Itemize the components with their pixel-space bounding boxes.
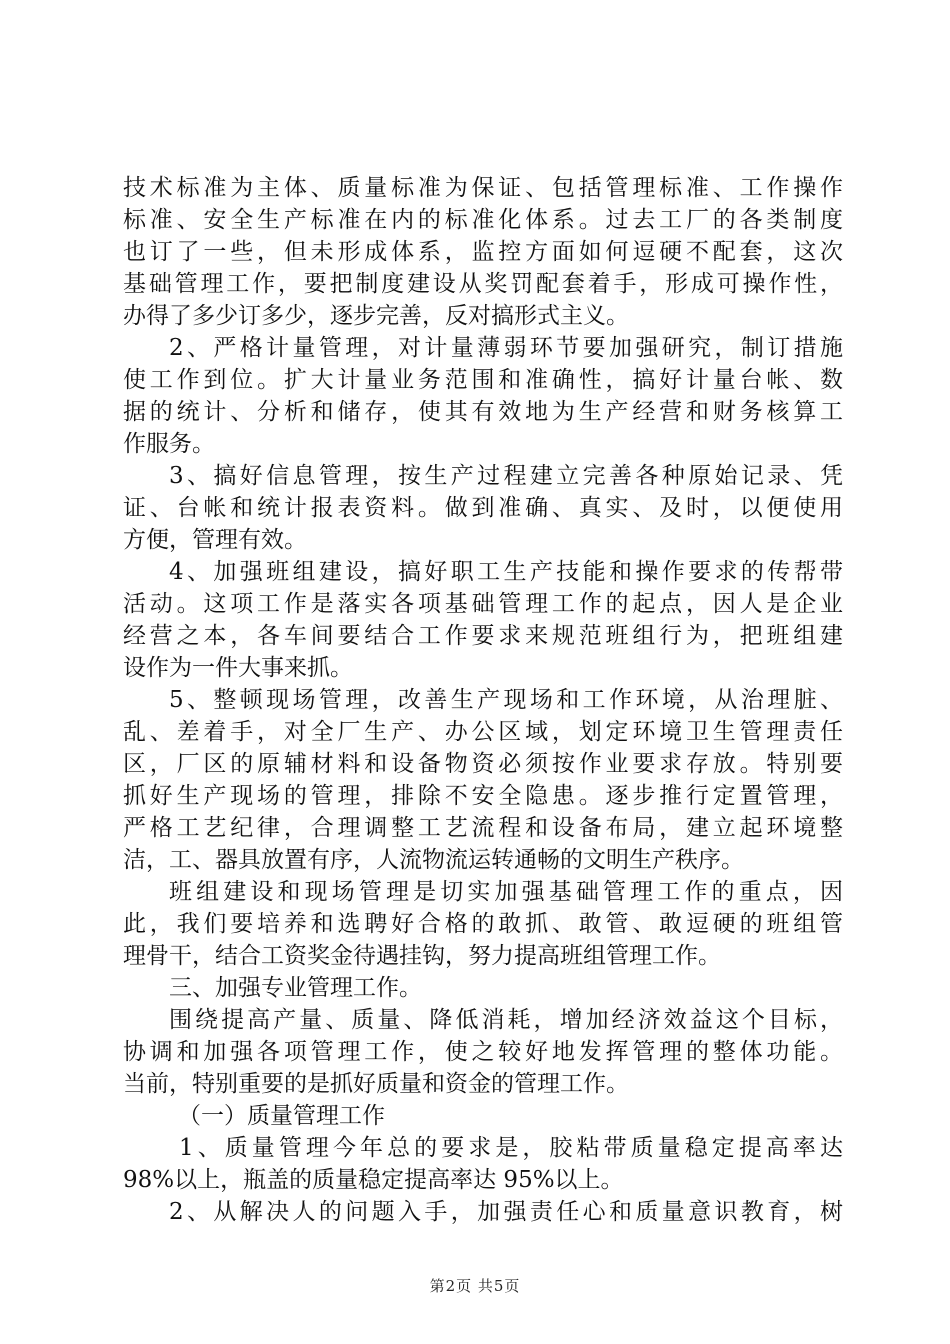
text-line: 此，我们要培养和选聘好合格的敢抓、敢管、敢逗硬的班组管 [123, 911, 843, 937]
text-line: 活动。这项工作是落实各项基础管理工作的起点，因人是企业 [123, 591, 843, 617]
text-line: 技术标准为主体、质量标准为保证、包括管理标准、工作操作 [123, 175, 843, 201]
text-line: 洁，工、器具放置有序，人流物流运转通畅的文明生产秩序。 [123, 847, 744, 873]
text-line: 98%以上，瓶盖的质量稳定提高率达 95%以上。 [123, 1167, 624, 1193]
text-line: 也订了一些，但未形成体系，监控方面如何逗硬不配套，这次 [123, 239, 843, 265]
text-line: 3、搞好信息管理，按生产过程建立完善各种原始记录、凭 [169, 463, 843, 489]
text-line: 班组建设和现场管理是切实加强基础管理工作的重点，因 [169, 879, 843, 905]
page-number-footer: 第2页 共5页 [429, 1277, 521, 1295]
section-heading: 三、加强专业管理工作。 [169, 975, 422, 1001]
text-line: 据的统计、分析和储存，使其有效地为生产经营和财务核算工 [123, 399, 843, 425]
text-line: 理骨干，结合工资奖金待遇挂钩，努力提高班组管理工作。 [123, 943, 721, 969]
text-line: 证、台帐和统计报表资料。做到准确、真实、及时，以便使用 [123, 495, 843, 521]
text-line: 设作为一件大事来抓。 [123, 655, 353, 681]
subsection-heading: （一）质量管理工作 [178, 1103, 385, 1129]
text-line: 2、严格计量管理，对计量薄弱环节要加强研究，制订措施 [169, 335, 843, 361]
text-line: 抓好生产现场的管理，排除不安全隐患。逐步推行定置管理， [123, 783, 843, 809]
text-line: 作服务。 [123, 431, 215, 457]
text-line: 方便，管理有效。 [123, 527, 307, 553]
text-line: 2、从解决人的问题入手，加强责任心和质量意识教育，树 [169, 1199, 843, 1225]
text-line: 使工作到位。扩大计量业务范围和准确性，搞好计量台帐、数 [123, 367, 843, 393]
text-line: 1、质量管理今年总的要求是，胶粘带质量稳定提高率达 [179, 1135, 843, 1161]
text-line: 经营之本，各车间要结合工作要求来规范班组行为，把班组建 [123, 623, 843, 649]
text-line: 办得了多少订多少，逐步完善，反对搞形式主义。 [123, 303, 629, 329]
text-line: 协调和加强各项管理工作，使之较好地发挥管理的整体功能。 [123, 1039, 843, 1065]
text-line: 区，厂区的原辅材料和设备物资必须按作业要求存放。特别要 [123, 751, 843, 777]
text-line: 当前，特别重要的是抓好质量和资金的管理工作。 [123, 1071, 629, 1097]
text-line: 基础管理工作，要把制度建设从奖罚配套着手，形成可操作性， [123, 271, 843, 297]
text-line: 围绕提高产量、质量、降低消耗，增加经济效益这个目标， [169, 1007, 843, 1033]
text-line: 5、整顿现场管理，改善生产现场和工作环境，从治理脏、 [169, 687, 843, 713]
text-line: 严格工艺纪律，合理调整工艺流程和设备布局，建立起环境整 [123, 815, 843, 841]
text-line: 标准、安全生产标准在内的标准化体系。过去工厂的各类制度 [123, 207, 843, 233]
text-line: 4、加强班组建设，搞好职工生产技能和操作要求的传帮带 [169, 559, 843, 585]
text-line: 乱、差着手，对全厂生产、办公区域，划定环境卫生管理责任 [123, 719, 843, 745]
